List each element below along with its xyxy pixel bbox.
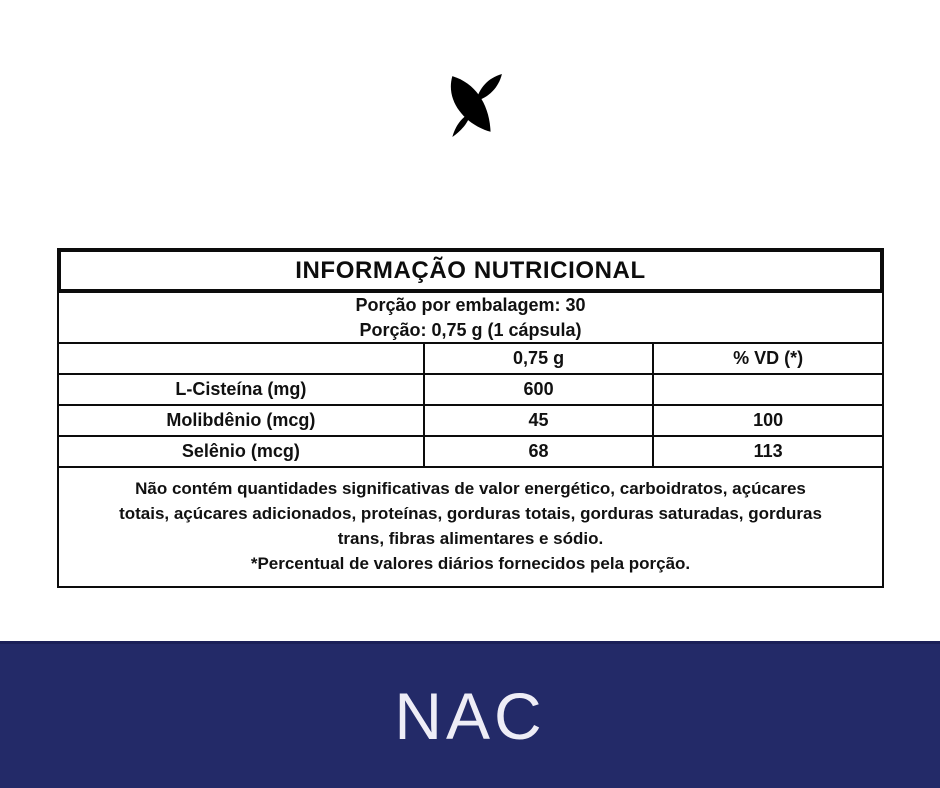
nutrition-table-title: INFORMAÇÃO NUTRICIONAL [57, 248, 884, 293]
nutrient-name: Selênio (mcg) [181, 441, 300, 461]
nutrient-name: Molibdênio (mcg) [166, 410, 316, 430]
table-row [59, 375, 882, 406]
nutrient-amount: 68 [423, 437, 653, 466]
serving-info-row [59, 293, 882, 344]
serving-size: Porção: 0,75 g (1 cápsula) [359, 319, 582, 340]
nutrient-amount: 600 [423, 375, 653, 404]
nutrient-vd: 100 [652, 406, 882, 435]
column-header-vd: % VD (*) [652, 344, 882, 373]
nutrient-name: L-Cisteína (mg) [175, 379, 307, 399]
nutrient-amount: 45 [423, 406, 653, 435]
brand-logo [441, 74, 505, 138]
no-significant-amounts-text: Não contém quantidades significativas de valor energético, carboidratos, açúcares totais, açúcares adicionados, proteínas, gorduras totais, gorduras saturadas, gorduras trans, fibras alimentares e sódio. [119, 479, 822, 548]
product-name-band [0, 641, 940, 788]
footnote-row [59, 468, 882, 586]
column-header-row [59, 344, 882, 375]
product-name: NAC [394, 679, 546, 753]
servings-per-package: Porção por embalagem: 30 [355, 294, 586, 315]
bird-leaf-logo-icon [441, 74, 505, 138]
nutrition-table-body [57, 293, 884, 588]
nutrient-vd: 113 [652, 437, 882, 466]
nutrient-vd [652, 375, 882, 404]
nutrition-table [57, 248, 884, 588]
column-header-nutrient [59, 344, 423, 373]
daily-value-footnote: *Percentual de valores diários fornecidos pela porção. [250, 554, 691, 573]
table-row [59, 406, 882, 437]
table-row [59, 437, 882, 468]
column-header-amount: 0,75 g [423, 344, 653, 373]
